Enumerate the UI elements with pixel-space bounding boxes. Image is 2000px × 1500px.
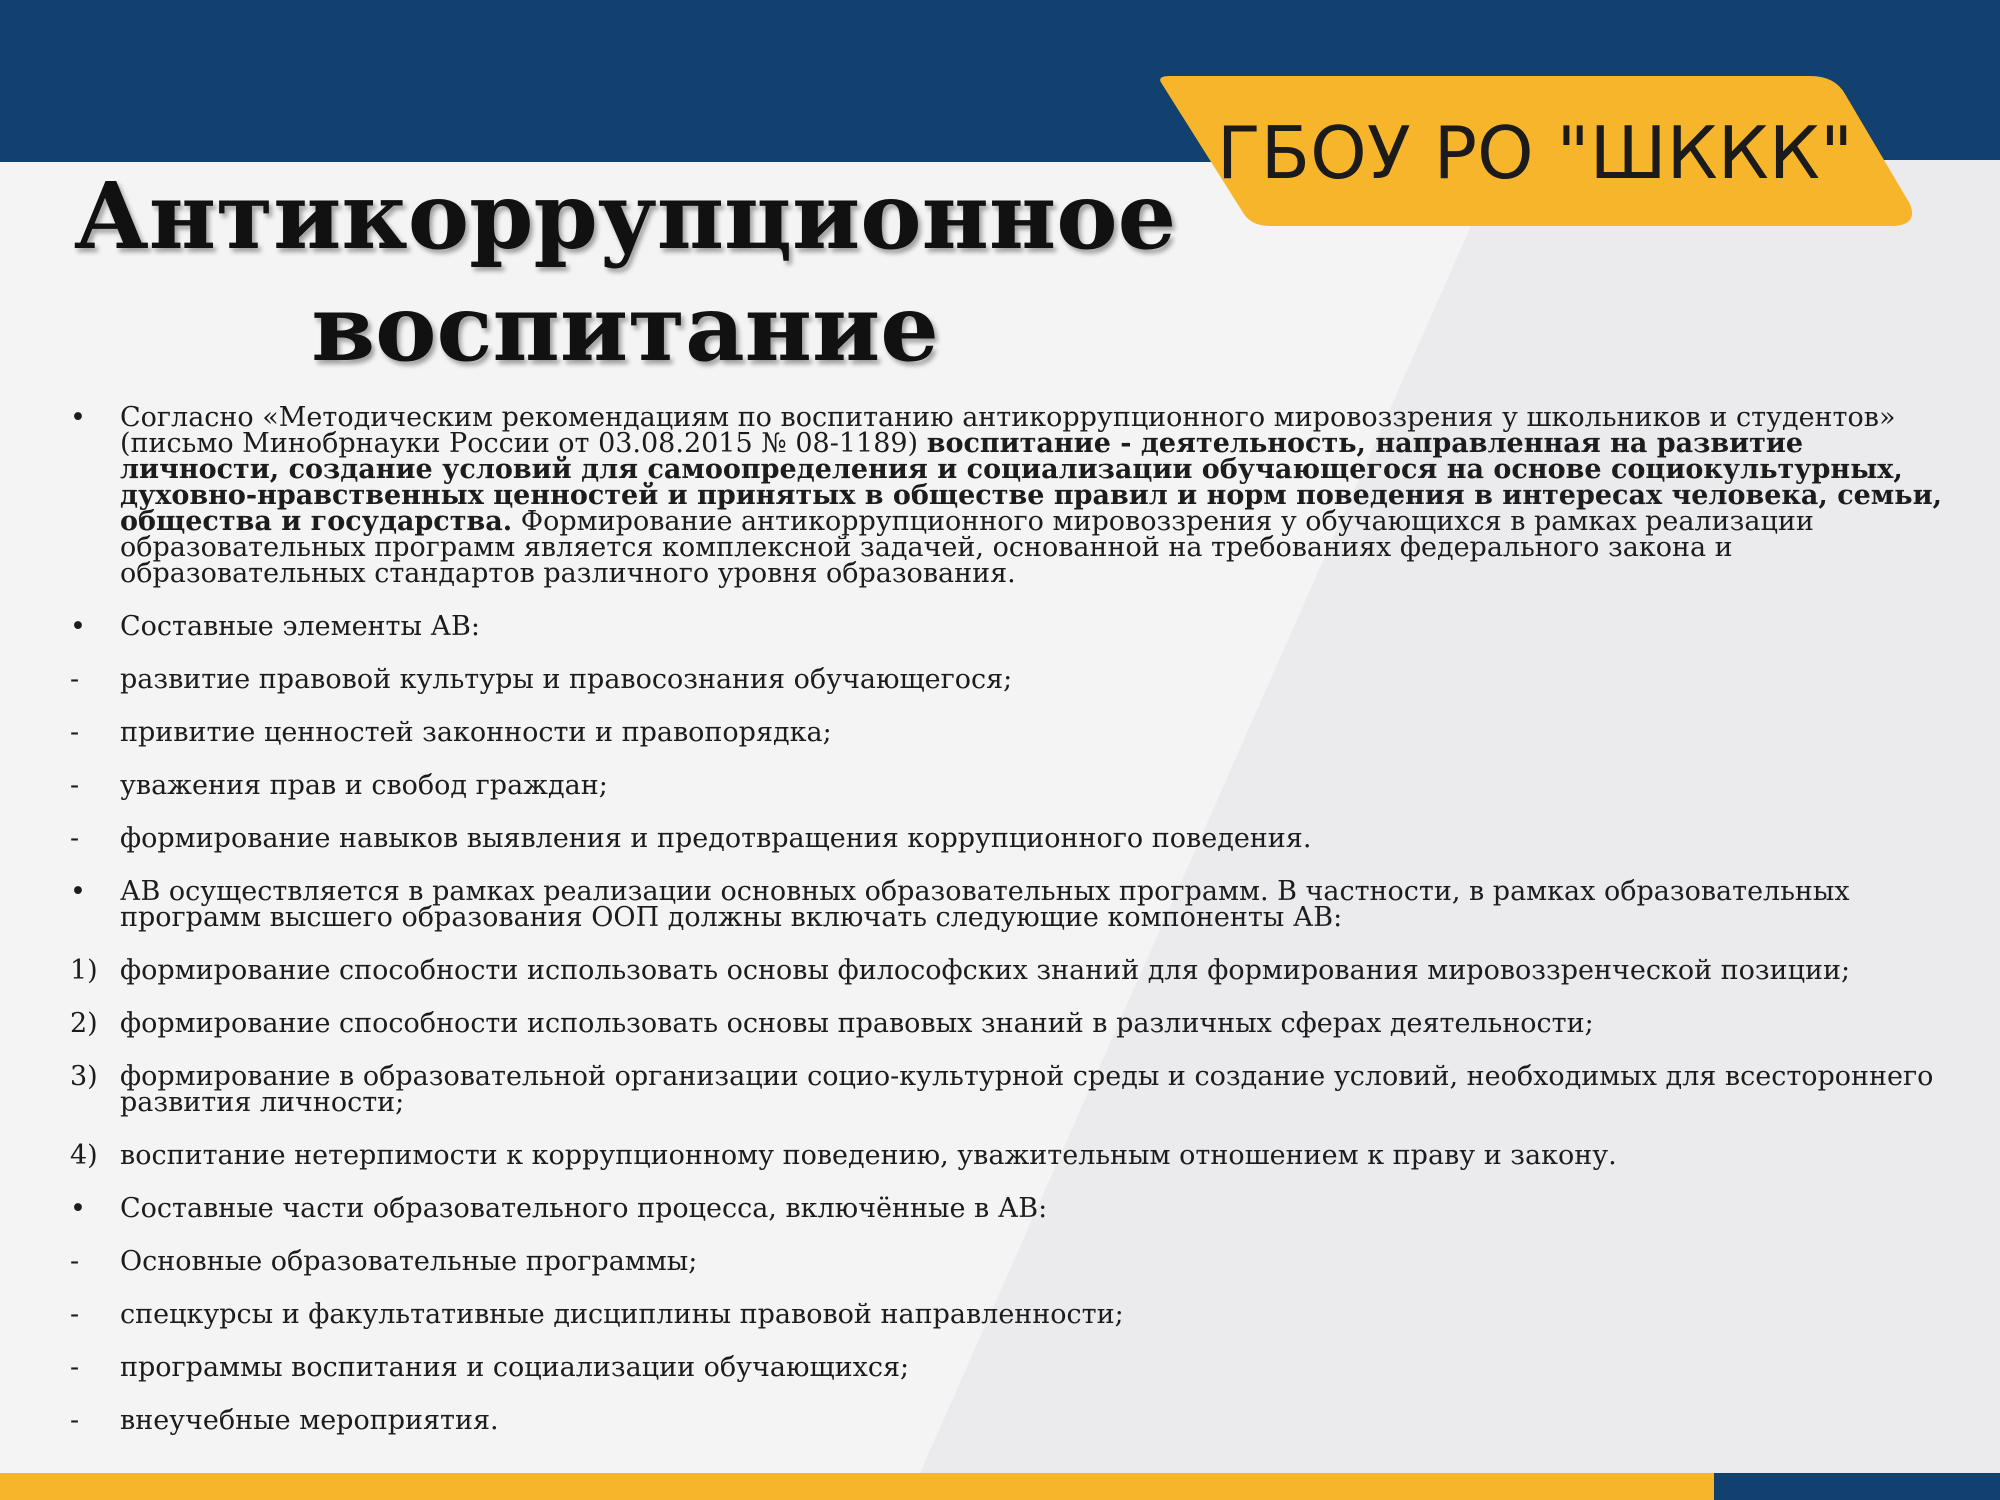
element-text: развитие правовой культуры и правосознания обучающегося; [120, 664, 1013, 695]
definition-text: воспитание - деятельность, направленная на развитие личности, создание условий для самоопределения и социализации обучающегося на основе социокультурных, духовно-нравственных ценностей и принятых в обществе правил и норм поведения в интересах человека, семьи, общества и государства. [120, 428, 1943, 537]
number-marker: 1) [70, 955, 98, 986]
intro-text-continued: Формирование антикоррупционного мировоззрения у обучающихся в рамках реализации образовательных программ является комплексной задачей, основанной на требованиях федерального закона и образовательных стандартов различного уровня образования. [120, 506, 1814, 589]
intro-text: Согласно «Методическим рекомендациям по воспитанию антикоррупционного мировоззрения у школьников и студентов» (письмо Минобрнауки России от 03.08.2015 № 08-1189) [120, 402, 1896, 459]
part-text: Основные образовательные программы; [120, 1246, 698, 1277]
dash-marker: - [70, 1246, 80, 1277]
parts-heading: Составные части образовательного процесса, включённые в АВ: [120, 1193, 1048, 1224]
component-text: формирование способности использовать основы философских знаний для формирования мировоззренческой позиции; [120, 955, 1851, 986]
footer-bar-navy [1714, 1473, 2000, 1500]
dash-marker: - [70, 1299, 80, 1330]
dash-marker: - [70, 717, 80, 748]
list-item [70, 1352, 1960, 1383]
list-item [70, 611, 1960, 642]
title-line-2: воспитание [311, 274, 939, 382]
bullet-marker: • [70, 402, 86, 433]
page-title [60, 160, 1190, 384]
programs-paragraph: АВ осуществляется в рамках реализации основных образовательных программ. В частности, в рамках образовательных программ высшего образования ООП должны включать следующие компоненты АВ: [120, 876, 1850, 933]
bullet-marker: • [70, 611, 86, 642]
element-text: привитие ценностей законности и правопорядка; [120, 717, 832, 748]
content-body [70, 402, 1960, 1436]
list-item [70, 955, 1960, 986]
dash-marker: - [70, 1405, 80, 1436]
part-text: спецкурсы и факультативные дисциплины правовой направленности; [120, 1299, 1124, 1330]
number-marker: 2) [70, 1008, 98, 1039]
dash-marker: - [70, 1352, 80, 1383]
elements-heading: Составные элементы АВ: [120, 611, 480, 642]
bullet-marker: • [70, 1193, 86, 1224]
list-item [70, 1008, 1960, 1039]
list-item [70, 876, 1960, 933]
element-text: уважения прав и свобод граждан; [120, 770, 608, 801]
number-marker: 4) [70, 1140, 98, 1171]
part-text: программы воспитания и социализации обучающихся; [120, 1352, 910, 1383]
title-line-1: Антикоррупционное [73, 162, 1177, 270]
list-item [70, 770, 1960, 801]
part-text: внеучебные мероприятия. [120, 1405, 499, 1436]
component-text: воспитание нетерпимости к коррупционному поведению, уважительным отношением к праву и закону. [120, 1140, 1617, 1171]
list-item [70, 402, 1960, 589]
list-item [70, 1061, 1960, 1118]
intro-paragraph [120, 402, 1960, 589]
dash-marker: - [70, 770, 80, 801]
list-item [70, 823, 1960, 854]
footer-bar-yellow [0, 1473, 1714, 1500]
bullet-marker: • [70, 876, 86, 907]
list-item [70, 717, 1960, 748]
school-badge: ГБОУ РО "ШККК" [1216, 111, 1854, 195]
component-text: формирование в образовательной организации социо-культурной среды и создание условий, необходимых для всестороннего развития личности; [120, 1061, 1934, 1118]
list-item [70, 1140, 1960, 1171]
list-item [70, 1193, 1960, 1224]
component-text: формирование способности использовать основы правовых знаний в различных сферах деятельности; [120, 1008, 1594, 1039]
number-marker: 3) [70, 1061, 98, 1092]
list-item [70, 664, 1960, 695]
list-item [70, 1246, 1960, 1277]
list-item [70, 1405, 1960, 1436]
element-text: формирование навыков выявления и предотвращения коррупционного поведения. [120, 823, 1312, 854]
dash-marker: - [70, 664, 80, 695]
list-item [70, 1299, 1960, 1330]
dash-marker: - [70, 823, 80, 854]
